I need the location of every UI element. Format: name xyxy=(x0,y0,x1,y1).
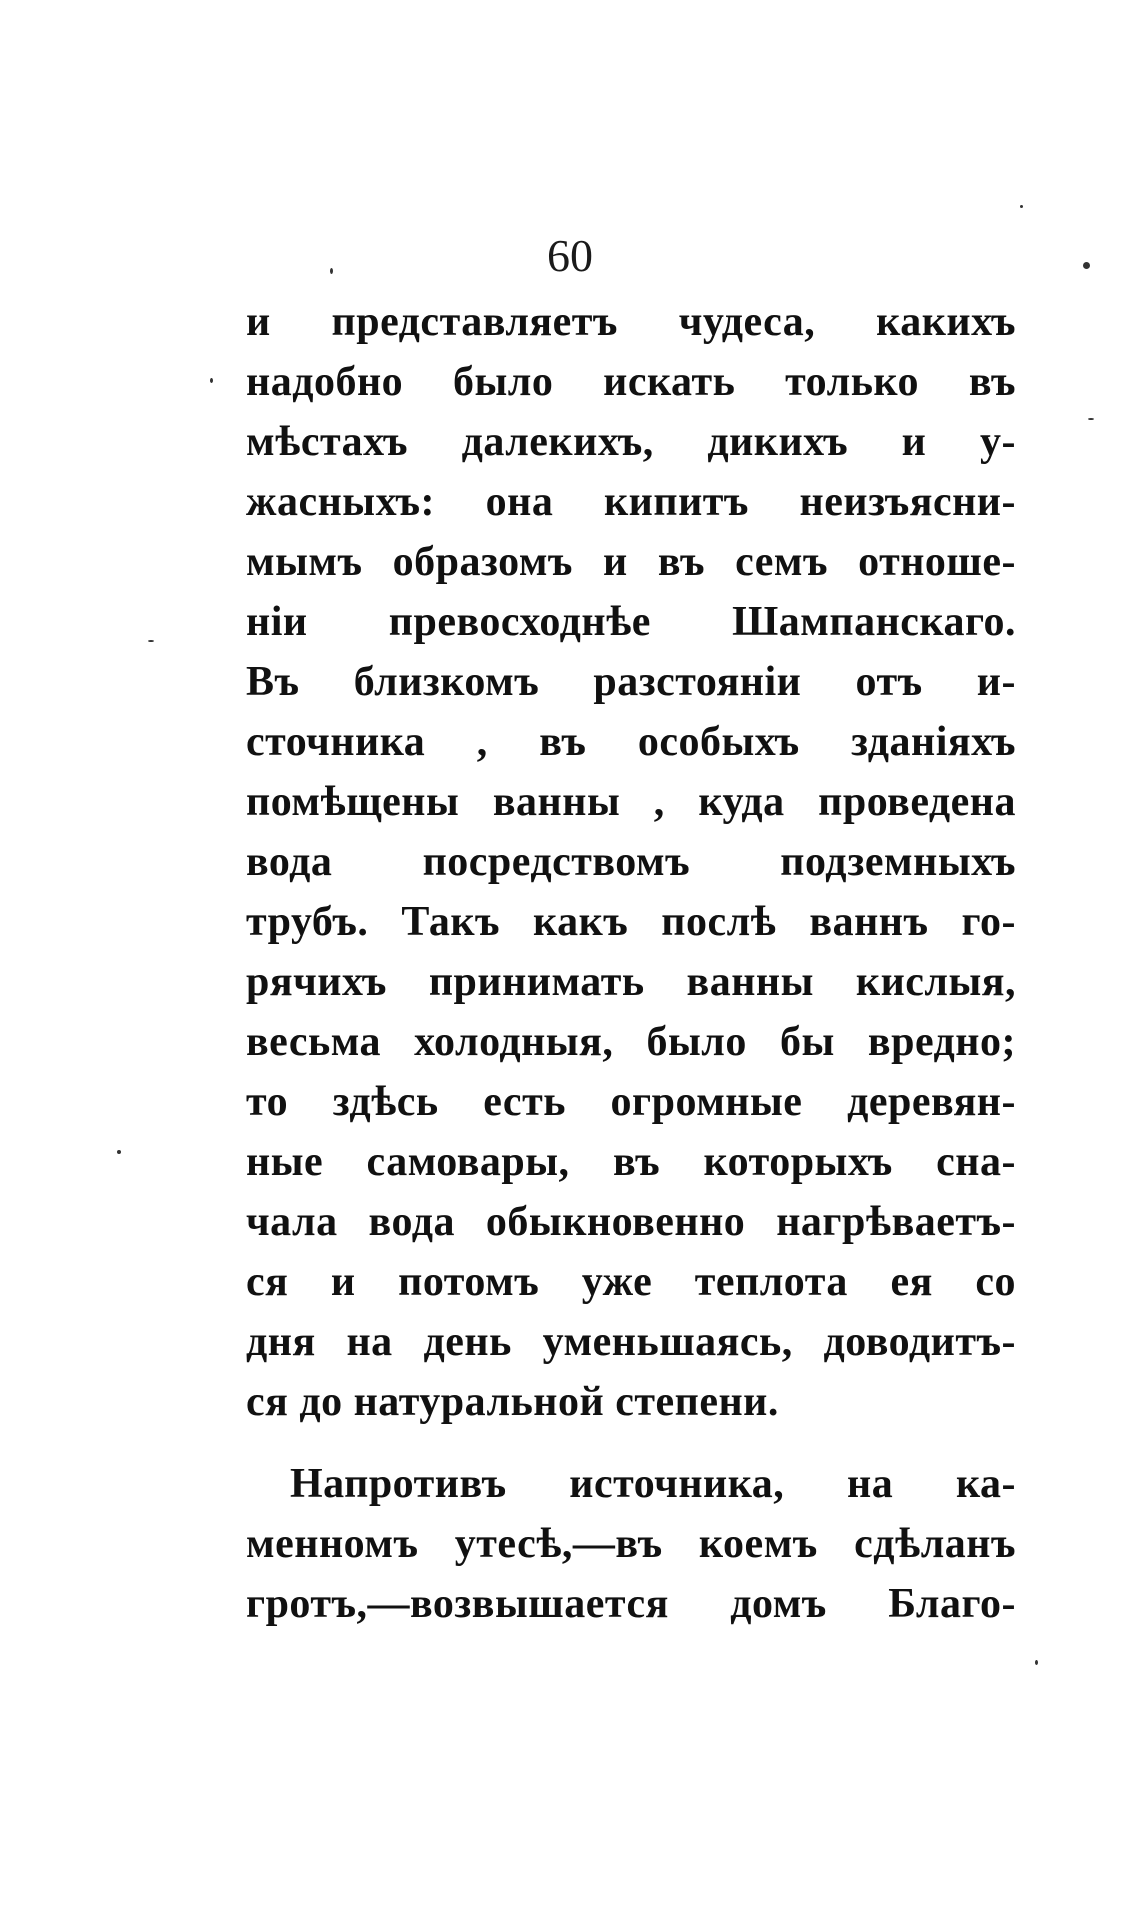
text-line: ніи превосходнѣе Шампанскаго. xyxy=(246,599,1016,645)
text-line: ся до натуральной степени. xyxy=(246,1379,779,1425)
print-speck xyxy=(1088,418,1094,420)
print-speck xyxy=(330,268,333,274)
text-line: то здѣсь есть огромные деревян- xyxy=(246,1079,1016,1125)
text-line: дня на день уменьшаясь, доводитъ- xyxy=(246,1319,1016,1365)
text-line: чала вода обыкновенно нагрѣваетъ- xyxy=(246,1199,1016,1245)
text-line: надобно было искать только въ xyxy=(246,359,1016,405)
text-line: Напротивъ источника, на ка- xyxy=(290,1461,1016,1507)
text-line: ные самовары, въ которыхъ сна- xyxy=(246,1139,1016,1185)
text-line: сточника , въ особыхъ зданіяхъ xyxy=(246,719,1016,765)
paragraph-1 xyxy=(246,292,1016,1432)
paragraph-gap xyxy=(246,1432,1016,1454)
text-line: мѣстахъ далекихъ, дикихъ и у- xyxy=(246,419,1016,465)
print-speck xyxy=(1020,205,1023,208)
print-speck xyxy=(210,378,213,383)
text-line: помѣщены ванны , куда проведена xyxy=(246,779,1016,825)
paragraph-2 xyxy=(246,1454,1016,1634)
text-line: менномъ утесѣ,—въ коемъ сдѣланъ xyxy=(246,1521,1016,1567)
text-line: и представляетъ чудеса, какихъ xyxy=(246,299,1016,345)
text-line: Въ близкомъ разстояніи отъ и- xyxy=(246,659,1016,705)
print-speck xyxy=(148,640,154,642)
text-line: вода посредствомъ подземныхъ xyxy=(246,839,1016,885)
text-line: трубъ. Такъ какъ послѣ ваннъ го- xyxy=(246,899,1016,945)
text-line: гротъ,—возвышается домъ Благо- xyxy=(246,1581,1016,1627)
print-speck xyxy=(117,1150,121,1154)
text-line: весьма холодныя, было бы вредно; xyxy=(246,1019,1016,1065)
page-number: 60 xyxy=(547,230,593,281)
body-text xyxy=(246,292,1016,1634)
print-speck xyxy=(1035,1660,1038,1665)
text-line: мымъ образомъ и въ семъ отноше- xyxy=(246,539,1016,585)
text-line: ся и потомъ уже теплота ея со xyxy=(246,1259,1016,1305)
text-line: жасныхъ: она кипитъ неизъясни- xyxy=(246,479,1016,525)
print-speck xyxy=(1083,262,1090,269)
text-line: рячихъ принимать ванны кислыя, xyxy=(246,959,1016,1005)
